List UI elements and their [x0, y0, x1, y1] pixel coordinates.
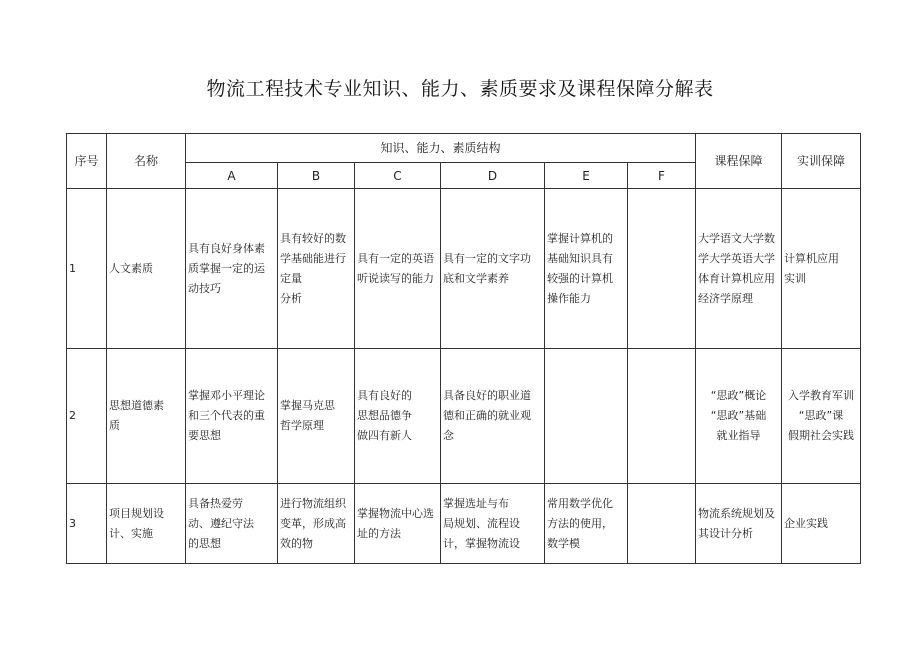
header-course: 课程保障 [696, 134, 782, 189]
cell-d: 具有一定的文字功 底和文学素养 [441, 189, 545, 349]
cell-b: 进行物流组织 变革，形成高 效的物 [278, 484, 355, 564]
cell-f [628, 349, 696, 484]
table-row [67, 484, 861, 564]
cell-f [628, 484, 696, 564]
cell-e [545, 349, 628, 484]
header-col-e: E [545, 163, 628, 189]
cell-d: 具备良好的职业道 德和正确的就业观 念 [441, 349, 545, 484]
header-col-a: A [186, 163, 278, 189]
cell-a: 具备热爱劳 动、遵纪守法 的思想 [186, 484, 278, 564]
cell-course: 大学语文大学数 学大学英语大学 体育计算机应用 经济学原理 [696, 189, 782, 349]
header-col-f: F [628, 163, 696, 189]
table-row [67, 189, 861, 349]
cell-e: 掌握计算机的 基础知识具有 较强的计算机 操作能力 [545, 189, 628, 349]
cell-seq: 3 [67, 484, 107, 564]
header-col-c: C [355, 163, 441, 189]
cell-training: 入学教育军训 “思政”课 假期社会实践 [782, 349, 861, 484]
cell-f [628, 189, 696, 349]
cell-b: 具有较好的数 学基础能进行 定量 分析 [278, 189, 355, 349]
cell-name: 项目规划设 计、实施 [107, 484, 186, 564]
cell-c: 具有一定的英语 听说读写的能力 [355, 189, 441, 349]
requirements-table [66, 133, 861, 564]
header-row-1 [67, 134, 861, 163]
header-name: 名称 [107, 134, 186, 189]
header-structure: 知识、能力、素质结构 [186, 134, 696, 163]
header-seq: 序号 [67, 134, 107, 189]
header-training: 实训保障 [782, 134, 861, 189]
header-col-d: D [441, 163, 545, 189]
cell-e: 常用数学优化 方法的使用， 数学模 [545, 484, 628, 564]
cell-c: 具有良好的 思想品德争 做四有新人 [355, 349, 441, 484]
cell-name: 人文素质 [107, 189, 186, 349]
header-col-b: B [278, 163, 355, 189]
cell-d: 掌握选址与布 局规划、流程设 计，掌握物流设 [441, 484, 545, 564]
cell-a: 具有良好身体素 质掌握一定的运 动技巧 [186, 189, 278, 349]
cell-name: 思想道德素 质 [107, 349, 186, 484]
cell-seq: 1 [67, 189, 107, 349]
table-row [67, 349, 861, 484]
cell-course: 物流系统规划及 其设计分析 [696, 484, 782, 564]
cell-b: 掌握马克思 哲学原理 [278, 349, 355, 484]
cell-course: “思政”概论 “思政”基础 就业指导 [696, 349, 782, 484]
cell-seq: 2 [67, 349, 107, 484]
document-title: 物流工程技术专业知识、能力、素质要求及课程保障分解表 [206, 78, 714, 100]
cell-c: 掌握物流中心选 址的方法 [355, 484, 441, 564]
cell-training: 计算机应用 实训 [782, 189, 861, 349]
cell-training: 企业实践 [782, 484, 861, 564]
cell-a: 掌握邓小平理论 和三个代表的重 要思想 [186, 349, 278, 484]
